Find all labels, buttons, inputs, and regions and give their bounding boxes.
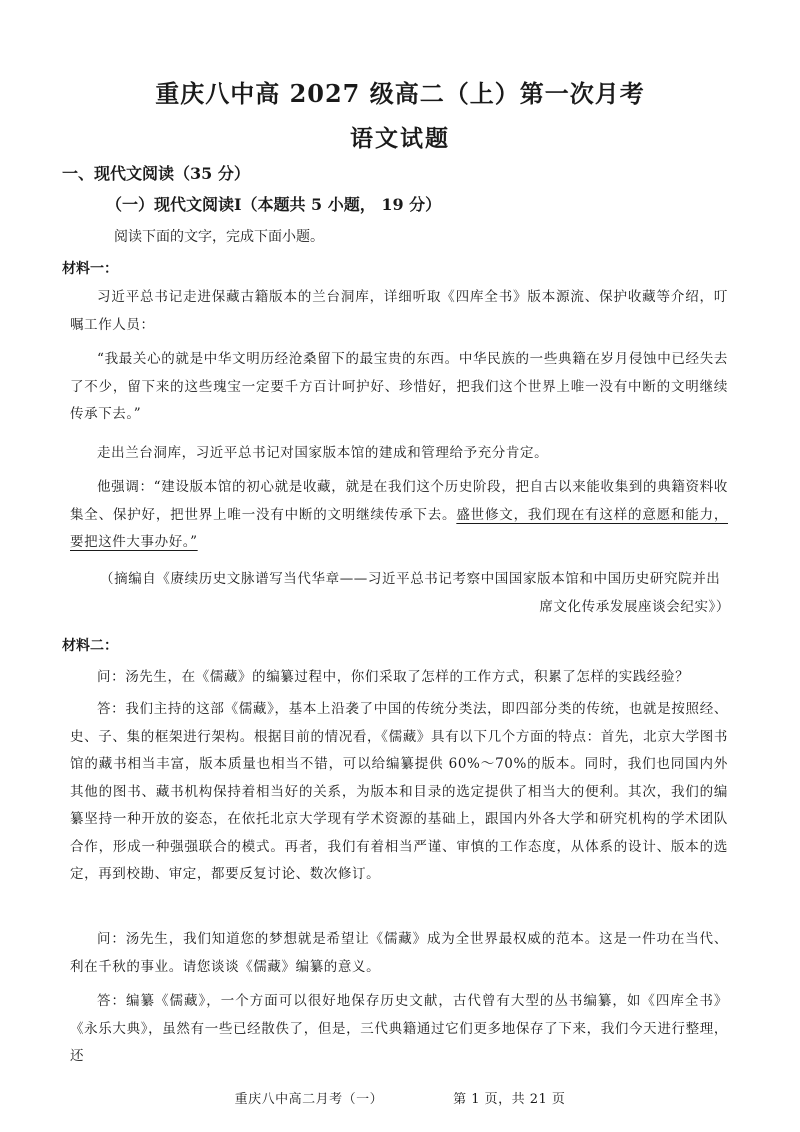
reading-instruction: 阅读下面的文字，完成下面小题。 xyxy=(114,229,324,245)
paragraph-text: 他强调：“建设版本馆的初心就是收藏，就是在我们这个历史阶段，把自古以来能收集到的典籍资料收集全、保护好，把世界上唯一没有中断的文明继续传承下去。 xyxy=(70,479,728,523)
source-line: （摘编自《赓续历史文脉谱写当代华章——习近平总书记考察中国国家版本馆和中国历史研究院并出 xyxy=(100,571,721,587)
exam-title: 重庆八中高 2027 级高二（上）第一次月考 xyxy=(155,79,645,108)
section-heading: 一、现代文阅读（35 分） xyxy=(62,164,250,183)
footer-exam-name: 重庆八中高二月考（一） xyxy=(234,1092,384,1107)
interview-question: 问：汤先生，在《儒藏》的编纂过程中，你们采取了怎样的工作方式，积累了怎样的实践经验？ xyxy=(97,669,690,685)
subsection-heading: （一）现代文阅读Ⅰ（本题共 5 小题， 19 分） xyxy=(106,195,442,214)
interview-question: 问：汤先生，我们知道您的梦想就是希望让《儒藏》成为全世界最权威的范本。这是一件功在当代、利在千秋的事业。请您谈谈《儒藏》编纂的意义。 xyxy=(70,931,728,975)
underlined-text: 盛世修文，我们现在有这样的意愿和能力，要把这件大事办好。” xyxy=(70,506,728,550)
material-1-emphasis-paragraph xyxy=(70,474,728,557)
page-footer xyxy=(0,1088,800,1107)
interview-answer: 答：编纂《儒藏》，一个方面可以很好地保存历史文献，古代曾有大型的丛书编纂，如《四库全书》《永乐大典》，虽然有一些已经散佚了，但是，三代典籍通过它们更多地保存了下来，我们今天进行整理，还 xyxy=(70,993,728,1064)
material-1-paragraph: 走出兰台洞库，习近平总书记对国家版本馆的建成和管理给予充分肯定。 xyxy=(97,445,549,461)
material-2-label: 材料二： xyxy=(62,638,118,654)
page-number: 第 1 页，共 21 页 xyxy=(453,1092,566,1107)
exam-subtitle: 语文试题 xyxy=(350,125,450,152)
material-1-label: 材料一： xyxy=(62,261,118,277)
material-1-quote: “我最关心的就是中华文明历经沧桑留下的最宝贵的东西。中华民族的一些典籍在岁月侵蚀中已经失去了不少，留下来的这些瑰宝一定要千方百计呵护好、珍惜好，把我们这个世界上唯一没有中断的文明继续传承下去。” xyxy=(70,351,728,422)
material-1-source xyxy=(100,566,730,621)
source-line: 席文化传承发展座谈会纪实》） xyxy=(539,598,730,615)
material-1-paragraph: 习近平总书记走进保藏古籍版本的兰台洞库，详细听取《四库全书》版本源流、保护收藏等介绍，叮嘱工作人员： xyxy=(70,289,728,333)
interview-answer: 答：我们主持的这部《儒藏》，基本上沿袭了中国的传统分类法，即四部分类的传统，也就是按照经、史、子、集的框架进行架构。根据目前的情况看，《儒藏》具有以下几个方面的特点：首先，北京大学图书馆的藏书相当丰富，版本质量也相当不错，可以给编纂提供 60%～70%的版本。同时，我们也同国内外其他的图书、藏书机构保持着相当好的关系，为版本和目录的选定提供了相当大的便利。其次，我们的编纂坚持一种开放的姿态，在依托北京大学现有学术资源的基础上，跟国内外各大学和研究机构的学术团队合作，形成一种强强联合的模式。再者，我们有着相当严谨、审慎的工作态度，从体系的设计、版本的选定，再到校勘、审定，都要反复讨论、数次修订。 xyxy=(70,701,728,882)
